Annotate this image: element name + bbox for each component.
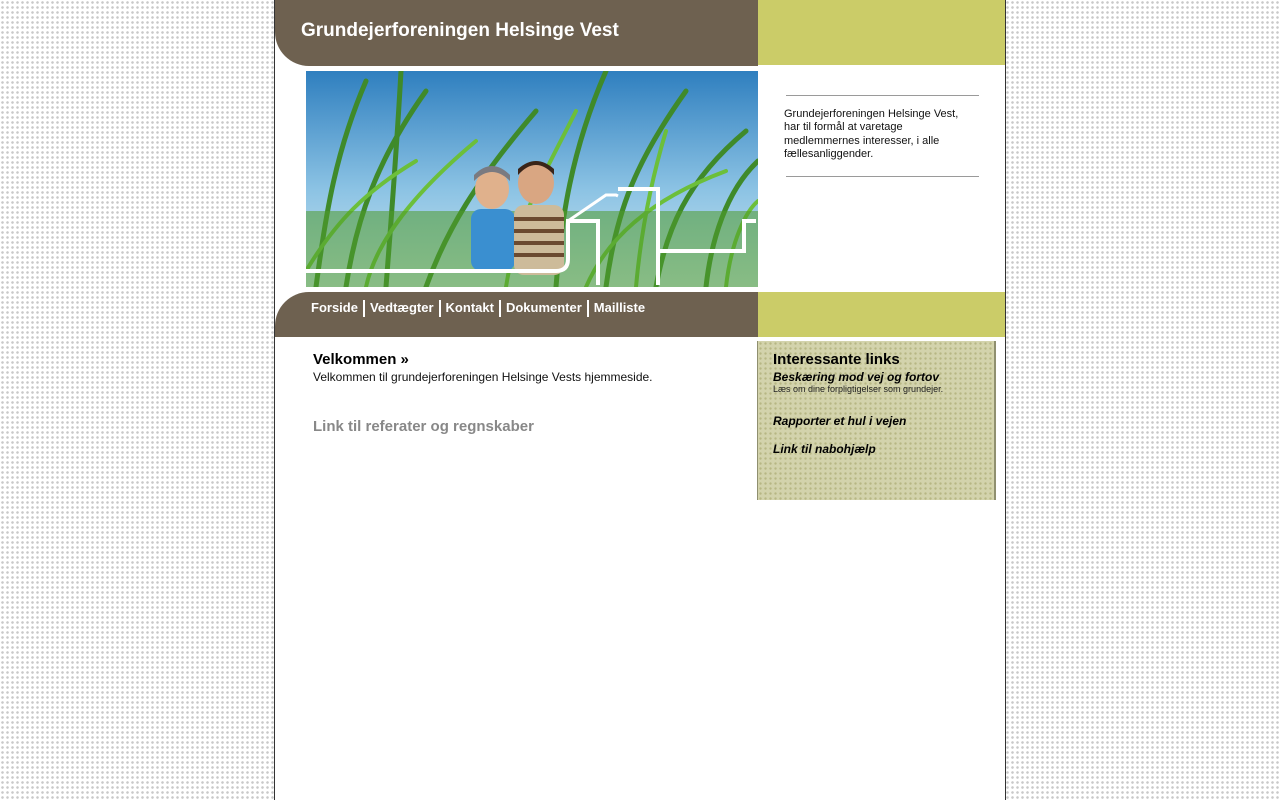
documents-link[interactable]: Link til referater og regnskaber	[313, 418, 534, 435]
site-header	[275, 0, 758, 66]
main-navigation	[275, 292, 758, 337]
nav-link-mailliste[interactable]: Mailliste	[593, 300, 646, 315]
hero-image	[306, 71, 758, 287]
nav-separator	[363, 300, 365, 317]
links-heading: Interessante links	[773, 351, 900, 368]
nav-separator	[499, 300, 501, 317]
divider-top	[786, 95, 979, 96]
nav-separator	[587, 300, 589, 317]
link-beskaering[interactable]: Beskæring mod vej og fortov	[773, 370, 940, 384]
link-report-pothole[interactable]: Rapporter et hul i vejen	[773, 414, 907, 428]
divider-bottom	[786, 176, 979, 177]
nav-link-dokumenter[interactable]: Dokumenter	[505, 300, 582, 315]
link-nabohjaelp[interactable]: Link til nabohjælp	[773, 442, 876, 456]
intro-text: Grundejerforeningen Helsinge Vest, har til formål at varetage medlemmernes interesser, i alle fællesanliggender.	[784, 108, 959, 160]
nav-link-forside[interactable]: Forside	[311, 300, 358, 315]
header-accent-panel	[758, 0, 1005, 65]
links-panel	[757, 341, 996, 500]
nav-list	[311, 299, 645, 317]
link-beskaering-description: Læs om dine forpligtigelser som grundejer.	[773, 384, 944, 394]
page-container	[274, 0, 1006, 800]
nav-accent-panel	[758, 292, 1005, 337]
welcome-heading: Velkommen »	[313, 351, 409, 368]
main-content	[313, 350, 743, 435]
welcome-text: Velkommen til grundejerforeningen Helsinge Vests hjemmeside.	[313, 370, 653, 384]
nav-separator	[439, 300, 441, 317]
nav-link-vedtaegter[interactable]: Vedtægter	[369, 300, 434, 315]
site-title: Grundejerforeningen Helsinge Vest	[301, 20, 619, 41]
intro-box	[783, 95, 979, 177]
nav-link-kontakt[interactable]: Kontakt	[445, 300, 494, 315]
